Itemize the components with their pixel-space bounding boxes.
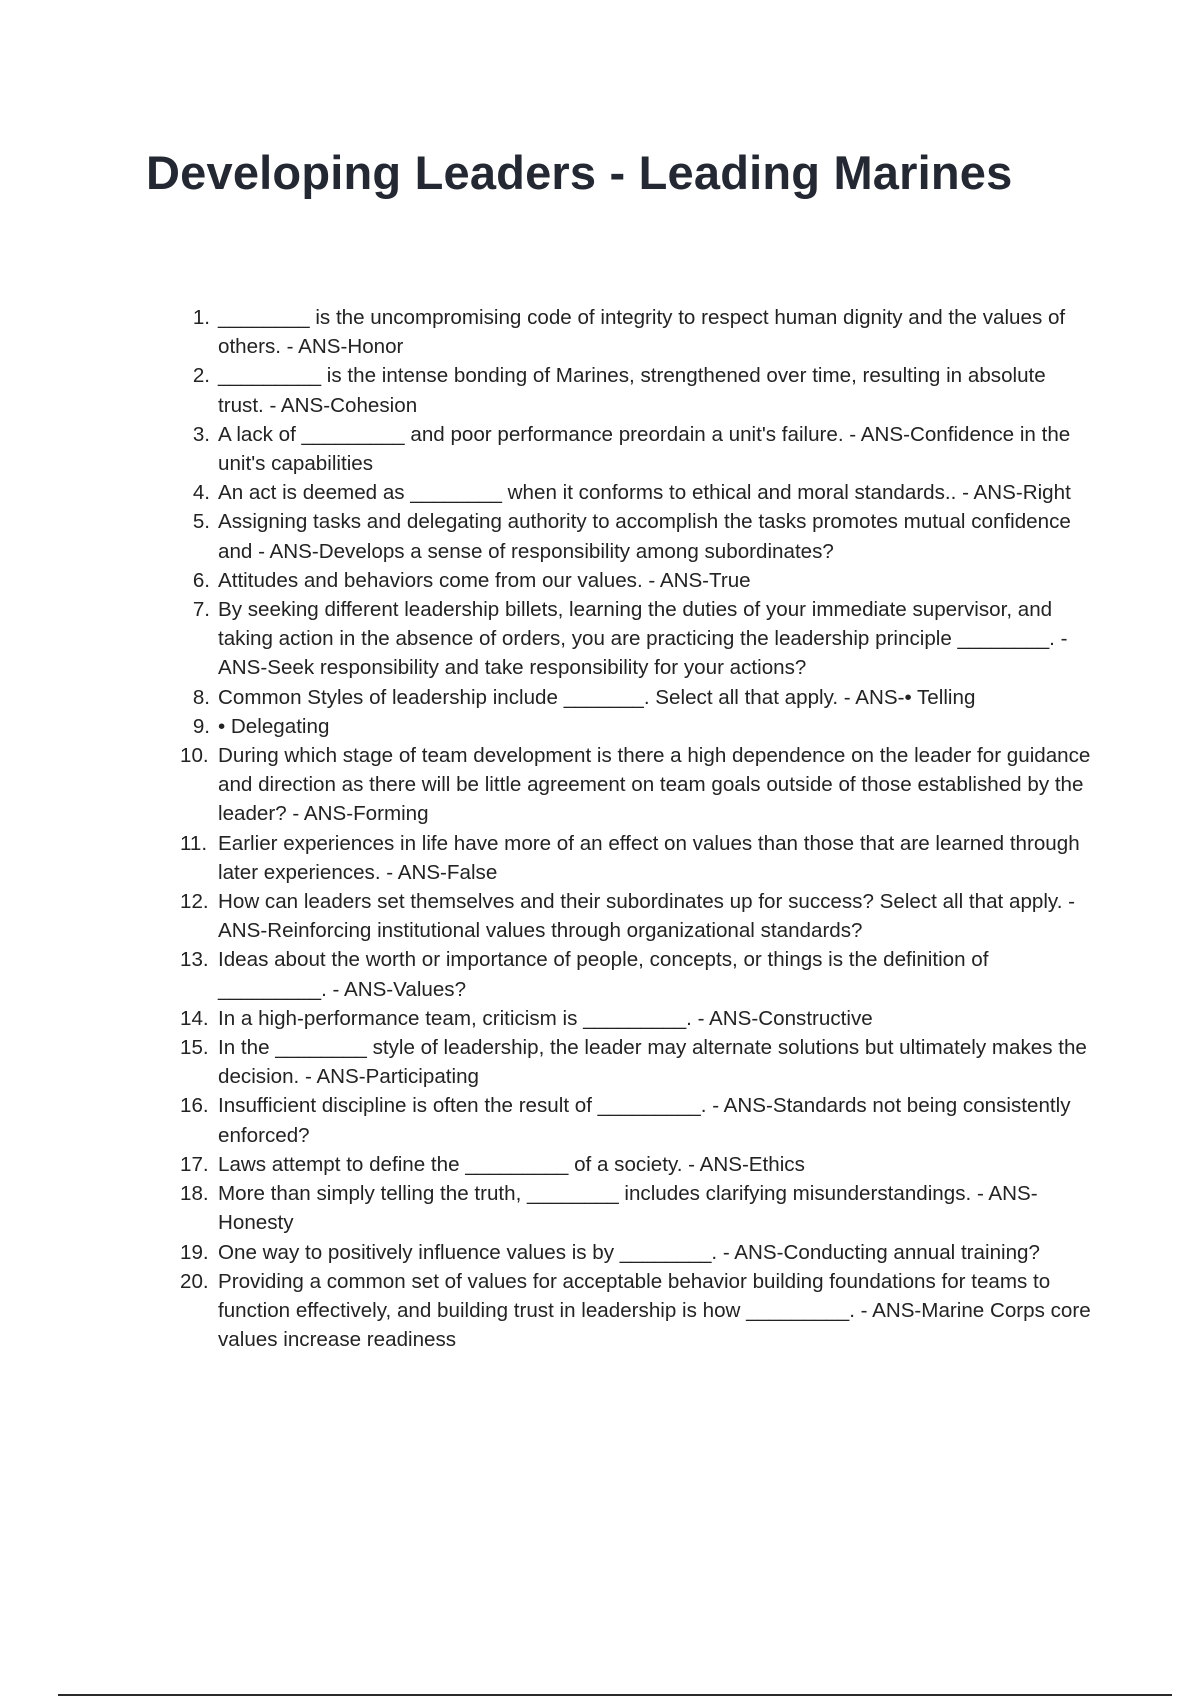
- list-item: [180, 1238, 1095, 1267]
- list-item: [180, 683, 1095, 712]
- list-item: [180, 303, 1095, 361]
- item-text: Insufficient discipline is often the result of _________. - ANS-Standards not being consistently enforced?: [218, 1094, 1071, 1147]
- item-text: ________ is the uncompromising code of integrity to respect human dignity and the values of others. - ANS-Honor: [218, 306, 1066, 359]
- item-number: 20.: [180, 1269, 209, 1293]
- item-number: 2.: [192, 364, 210, 388]
- item-number: 12.: [180, 890, 209, 914]
- list-item: [180, 566, 1095, 595]
- item-number: 8.: [192, 685, 210, 709]
- list-item: [180, 712, 1095, 741]
- item-text: Earlier experiences in life have more of an effect on values than those that are learned through later experiences. - ANS-False: [218, 831, 1080, 884]
- item-text: Providing a common set of values for acceptable behavior building foundations for teams to function effectively, and building trust in leadership is how _________. - ANS-Marine Corps core values increase readiness: [218, 1269, 1091, 1352]
- list-item: [180, 1004, 1095, 1033]
- item-number: 14.: [180, 1006, 209, 1030]
- item-number: 6.: [192, 568, 210, 592]
- item-text: In the ________ style of leadership, the leader may alternate solutions but ultimately makes the decision. - ANS-Participating: [218, 1036, 1087, 1089]
- footer-divider: [58, 1694, 1172, 1696]
- list-item: [180, 595, 1095, 683]
- item-text: Common Styles of leadership include _______. Select all that apply. - ANS-• Telling: [218, 685, 976, 709]
- item-text: How can leaders set themselves and their subordinates up for success? Select all that apply. - ANS-Reinforcing institutional values through organizational standards?: [218, 890, 1075, 943]
- item-text: In a high-performance team, criticism is _________. - ANS-Constructive: [218, 1006, 873, 1030]
- item-text: _________ is the intense bonding of Marines, strengthened over time, resulting in absolute trust. - ANS-Cohesion: [218, 364, 1046, 417]
- list-item: [180, 1267, 1095, 1355]
- question-list: [180, 303, 1095, 1354]
- item-text: An act is deemed as ________ when it conforms to ethical and moral standards.. - ANS-Right: [218, 481, 1071, 505]
- item-text: Attitudes and behaviors come from our values. - ANS-True: [218, 568, 751, 592]
- item-text: During which stage of team development is there a high dependence on the leader for guidance and direction as there will be little agreement on team goals outside of those established by the leader? - ANS-Forming: [218, 744, 1091, 826]
- list-item: [180, 1179, 1095, 1237]
- item-number: 4.: [192, 481, 210, 505]
- list-item: [180, 1150, 1095, 1179]
- item-number: 10.: [180, 744, 209, 768]
- list-item: [180, 1091, 1095, 1149]
- item-text: By seeking different leadership billets, learning the duties of your immediate supervisor, and taking action in the absence of orders, you are practicing the leadership principle ________. - ANS-Seek responsibility and take responsibility for your actions?: [218, 598, 1068, 680]
- list-item: [180, 741, 1095, 829]
- item-text: Assigning tasks and delegating authority to accomplish the tasks promotes mutual confidence and - ANS-Develops a sense of responsibility among subordinates?: [218, 510, 1071, 563]
- item-number: 18.: [180, 1182, 209, 1206]
- item-text: • Delegating: [218, 714, 330, 738]
- item-text: More than simply telling the truth, ________ includes clarifying misunderstandings. - ANS-Honesty: [218, 1182, 1038, 1235]
- item-number: 7.: [192, 598, 210, 622]
- list-item: [180, 420, 1095, 478]
- list-item: [180, 478, 1095, 507]
- page-title: Developing Leaders - Leading Marines: [146, 146, 1013, 199]
- list-item: [180, 507, 1095, 565]
- list-item: [180, 1033, 1095, 1091]
- list-item: [180, 361, 1095, 419]
- item-text: Ideas about the worth or importance of people, concepts, or things is the definition of _________. - ANS-Values?: [218, 948, 989, 1001]
- item-number: 13.: [180, 948, 209, 972]
- item-number: 1.: [192, 306, 210, 329]
- item-number: 16.: [180, 1094, 209, 1118]
- item-number: 15.: [180, 1036, 209, 1060]
- item-number: 11.: [180, 831, 208, 855]
- item-number: 5.: [192, 510, 210, 534]
- list-item: [180, 829, 1095, 887]
- item-number: 17.: [180, 1152, 209, 1176]
- list-item: [180, 887, 1095, 945]
- list-item: [180, 945, 1095, 1003]
- item-number: 19.: [180, 1240, 209, 1264]
- item-number: 3.: [192, 422, 210, 446]
- item-text: Laws attempt to define the _________ of a society. - ANS-Ethics: [218, 1152, 805, 1176]
- item-text: A lack of _________ and poor performance preordain a unit's failure. - ANS-Confidence in the unit's capabilities: [218, 422, 1071, 476]
- item-text: One way to positively influence values is by ________. - ANS-Conducting annual training?: [218, 1240, 1040, 1264]
- item-number: 9.: [192, 714, 210, 738]
